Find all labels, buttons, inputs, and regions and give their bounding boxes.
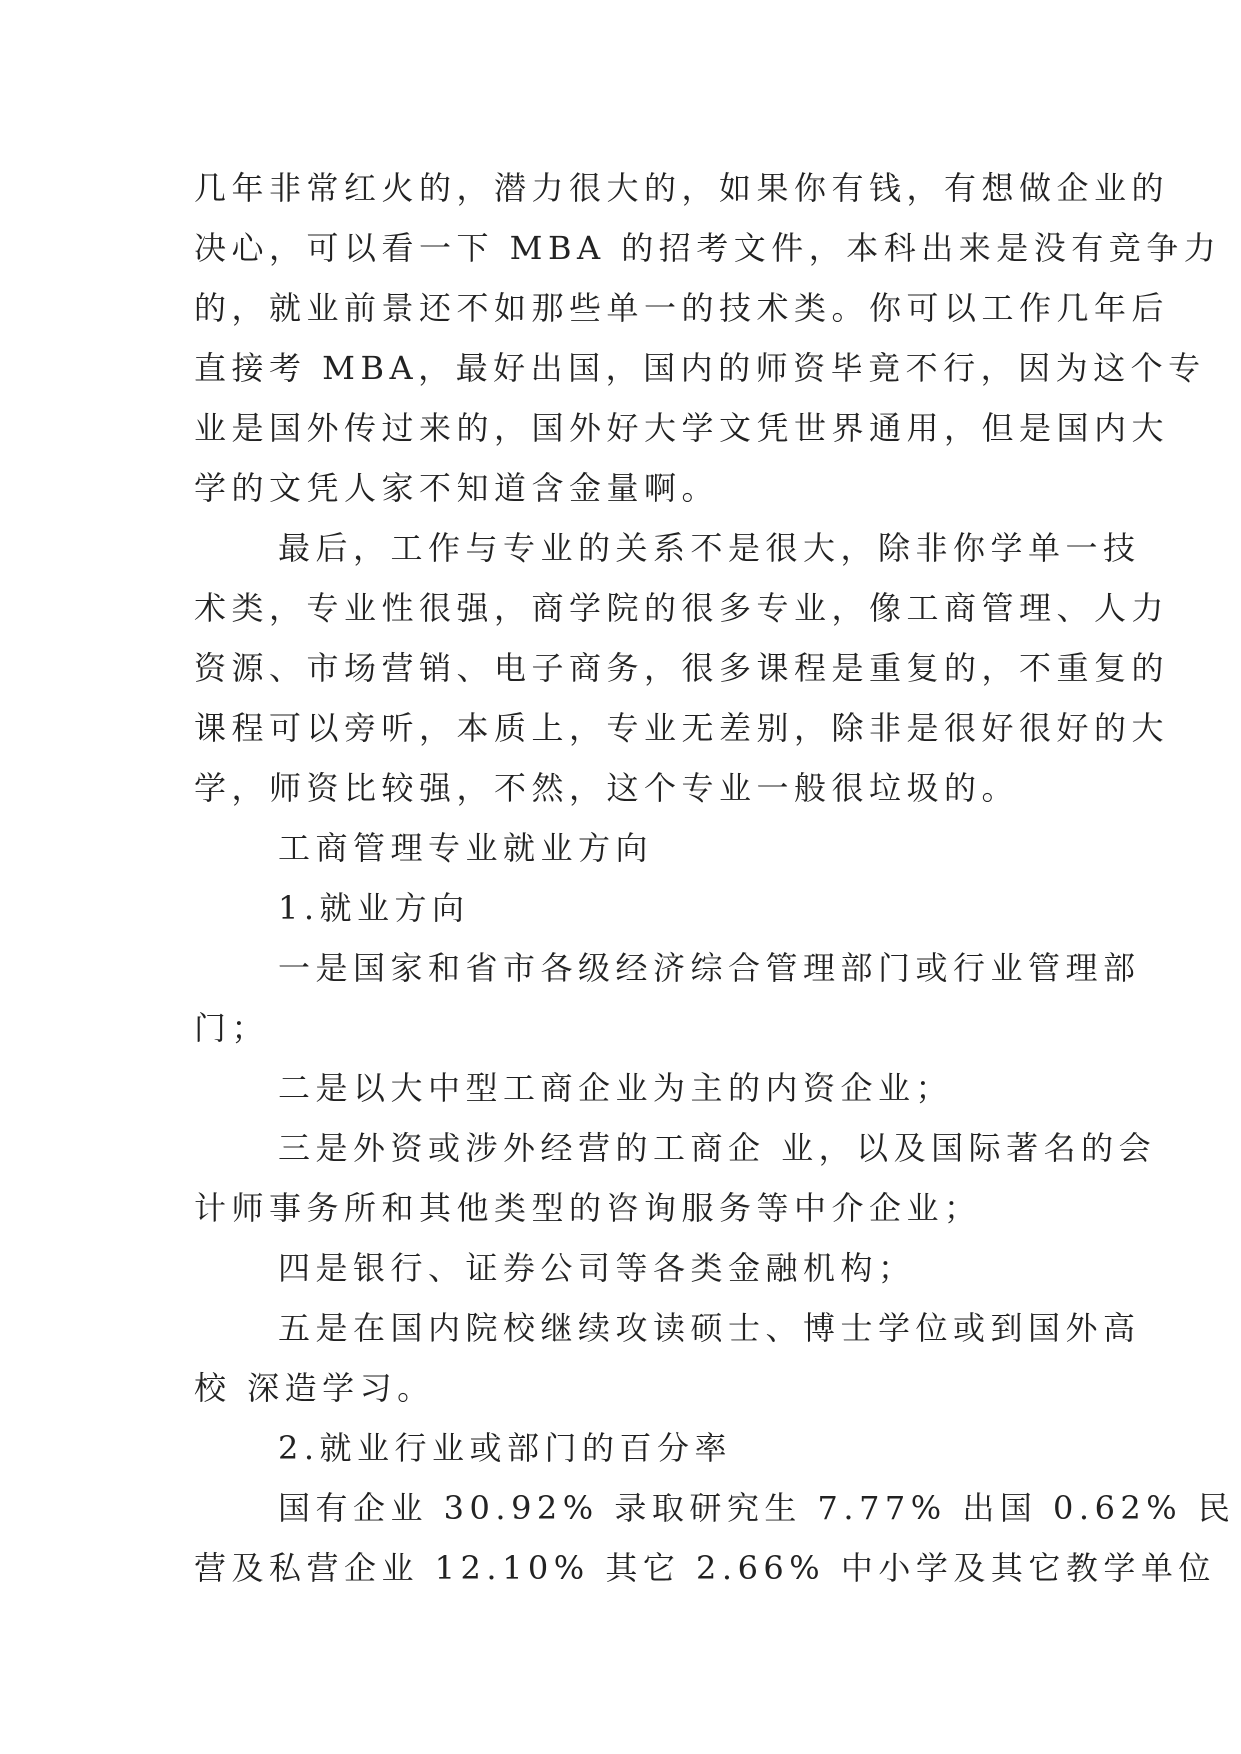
list-item-line: 五是在国内院校继续攻读硕士、博士学位或到国外高 bbox=[278, 1309, 1141, 1347]
paragraph-start-line: 最后，工作与专业的关系不是很大，除非你学单一技 bbox=[278, 529, 1141, 567]
subsection-heading: 2.就业行业或部门的百分率 bbox=[278, 1429, 733, 1467]
list-item-line: 校 深造学习。 bbox=[194, 1369, 435, 1407]
list-item-line: 二是以大中型工商企业为主的内资企业； bbox=[278, 1069, 954, 1107]
text-line: 课程可以旁听，本质上，专业无差别，除非是很好很好的大 bbox=[194, 709, 1170, 747]
list-item-line: 门； bbox=[194, 1009, 270, 1047]
document-body bbox=[194, 158, 1236, 1598]
subsection-heading: 1.就业方向 bbox=[278, 889, 470, 927]
text-line: 业是国外传过来的，国外好大学文凭世界通用，但是国内大 bbox=[194, 409, 1170, 447]
text-line: 学，师资比较强，不然，这个专业一般很垃圾的。 bbox=[194, 769, 1020, 807]
list-item-line: 计师事务所和其他类型的咨询服务等中介企业； bbox=[194, 1189, 982, 1227]
statistics-line: 国有企业 30.92% 录取研究生 7.77% 出国 0.62% 民 bbox=[278, 1489, 1236, 1527]
list-item-line: 四是银行、证券公司等各类金融机构； bbox=[278, 1249, 916, 1287]
list-item-line: 三是外资或涉外经营的工商企 业，以及国际著名的会 bbox=[278, 1129, 1157, 1167]
text-line: 的，就业前景还不如那些单一的技术类。你可以工作几年后 bbox=[194, 289, 1170, 327]
text-line: 直接考 MBA，最好出国，国内的师资毕竟不行，因为这个专 bbox=[194, 349, 1206, 387]
list-item-line: 一是国家和省市各级经济综合管理部门或行业管理部 bbox=[278, 949, 1141, 987]
text-line: 几年非常红火的，潜力很大的，如果你有钱，有想做企业的 bbox=[194, 169, 1170, 207]
text-line: 学的文凭人家不知道含金量啊。 bbox=[194, 469, 720, 507]
section-heading: 工商管理专业就业方向 bbox=[278, 829, 654, 867]
text-line: 资源、市场营销、电子商务，很多课程是重复的，不重复的 bbox=[194, 649, 1170, 687]
statistics-line: 营及私营企业 12.10% 其它 2.66% 中小学及其它教学单位 bbox=[194, 1549, 1216, 1587]
text-line: 决心，可以看一下 MBA 的招考文件，本科出来是没有竞争力 bbox=[194, 229, 1222, 267]
text-line: 术类，专业性很强，商学院的很多专业，像工商管理、人力 bbox=[194, 589, 1170, 627]
